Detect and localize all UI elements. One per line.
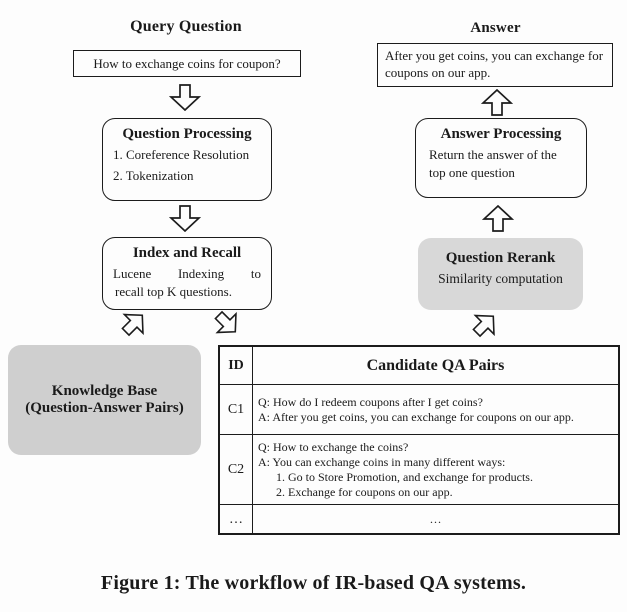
index-and-recall-line1 — [103, 265, 271, 283]
table-header-pairs: Candidate QA Pairs — [253, 347, 618, 385]
qa-line: 1. Go to Store Promotion, and exchange for products. — [276, 469, 533, 484]
knowledge-base-line1: Knowledge Base — [51, 383, 158, 399]
figure-caption: Figure 1: The workflow of IR-based QA systems. — [100, 572, 527, 594]
question-rerank-body: Similarity computation — [438, 271, 563, 286]
table-header-id: ID — [220, 347, 253, 385]
answer-processing-body: Return the answer of the top one question — [429, 147, 557, 180]
answer-processing-title: Answer Processing — [440, 126, 562, 142]
index-and-recall-title: Index and Recall — [132, 245, 242, 261]
query-question-title: Query Question — [130, 18, 242, 35]
answer-title: Answer — [470, 20, 521, 36]
qa-line: 2. Exchange for coupons on our app. — [276, 484, 453, 499]
table-row-id: C2 — [220, 435, 253, 505]
query-question-box — [73, 50, 301, 77]
table-row — [253, 435, 618, 505]
arrow-up-icon — [482, 205, 514, 232]
arrow-up-icon — [481, 89, 513, 116]
question-processing-item: 2. Tokenization — [113, 168, 194, 183]
question-rerank-title: Question Rerank — [445, 250, 556, 266]
knowledge-base-box — [8, 345, 201, 455]
index-and-recall-box — [102, 237, 272, 310]
index-word: Lucene — [113, 266, 152, 281]
question-processing-title: Question Processing — [122, 126, 252, 142]
knowledge-base-line2: (Question-Answer Pairs) — [25, 400, 184, 416]
qa-line: A: You can exchange coins in many different ways: — [258, 454, 506, 469]
question-processing-box — [102, 118, 272, 201]
arrow-up-right-icon — [465, 304, 505, 344]
candidate-qa-table — [218, 345, 620, 535]
qa-line: Q: How to exchange the coins? — [258, 439, 409, 454]
table-row — [253, 505, 618, 533]
answer-box — [377, 43, 613, 87]
answer-text: After you get coins, you can exchange for coupons on our app. — [385, 48, 604, 80]
qa-line: Q: How do I redeem coupons after I get coins? — [258, 394, 483, 409]
arrow-down-icon — [169, 84, 201, 111]
arrow-down-icon — [169, 205, 201, 232]
qa-line: A: After you get coins, you can exchange for coupons on our app. — [258, 409, 574, 424]
table-row-id: … — [220, 505, 253, 533]
answer-processing-box — [415, 118, 587, 198]
table-row — [253, 385, 618, 435]
index-word: to — [250, 266, 261, 281]
qa-line: … — [429, 511, 442, 526]
query-question-text: How to exchange coins for coupon? — [93, 56, 281, 71]
question-processing-item: 1. Coreference Resolution — [113, 147, 250, 162]
index-and-recall-line2: recall top K questions. — [115, 284, 232, 299]
question-rerank-box — [418, 238, 583, 310]
index-word: Indexing — [177, 266, 225, 281]
table-row-id: C1 — [220, 385, 253, 435]
